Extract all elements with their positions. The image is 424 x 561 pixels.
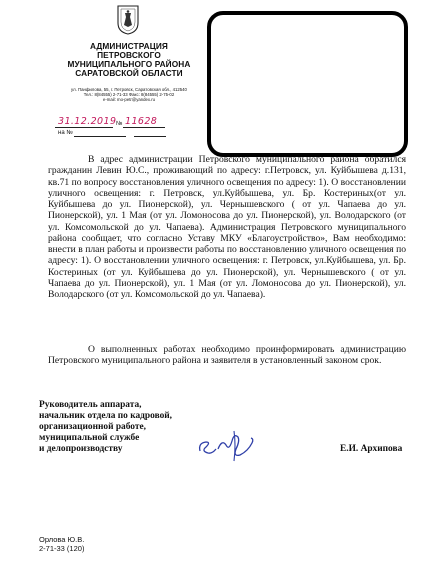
registration-date: 31.12.2019	[58, 116, 117, 127]
letter-paragraph-1: В адрес администрации Петровского муниципального района обратился гражданин Левин Ю.С., проживающий по адресу: г.Петровск, ул. Куйбышева д.131, кв.71 по вопросу восстановления уличного освещения по адресу: 1). О восстановлении уличного освещения: г. Петровск, ул.Куйбышева, ул. Бр. Костериных(от ул. Куйбышева до ул. Пионерской), ул. Чернышевского ( от ул. Чапаева до ул. Пионерской), ул. 1 Мая (от ул. Ломоносова до ул. Пионерской), ул. Володарского (от ул. Комсомольской до ул. Чапаева). Администрация Петровского муниципального района сообщает, что согласно Уставу МКУ «Благоустройство», Вам необходимо: внести в план работы и произвести работы по восстановлению уличного освещения по адресу: 1). О восстановлении уличного освещения: г. Петровск, ул.Куйбышева, ул. Бр. Костериных (от ул. Куйбышева до ул. Пионерской), ул. Чернышевского ( от ул. Чапаева до ул. Пионерской), ул. 1 Мая (от ул. Ломоносова до ул. Пионерской), ул. Володарского (от ул. Комсомольской до ул. Чапаева).	[48, 154, 406, 300]
executor-phone: 2-71-33 (120)	[39, 544, 85, 553]
date-underline	[55, 127, 113, 128]
org-name-line-4: САРАТОВСКОЙ ОБЛАСТИ	[75, 68, 183, 78]
coat-of-arms-icon	[117, 5, 139, 35]
executor-name: Орлова Ю.В.	[39, 535, 85, 544]
reference-underline-1	[74, 136, 126, 137]
position-line-1: Руководитель аппарата,	[39, 400, 142, 410]
position-line-3: организационной работе,	[39, 421, 146, 432]
letter-paragraph-2: О выполненных работах необходимо проинформировать администрацию Петровского муниципального района и заявителя в установленный законом срок.	[48, 344, 406, 367]
org-name-line-2: ПЕТРОВСКОГО	[97, 50, 161, 60]
registration-number: 11628	[125, 116, 158, 127]
org-address: ул. Панфилова, 55, г. Петровск, Саратовская обл., 412540	[71, 87, 187, 92]
org-email: e-mail: mo-petr@yandex.ru	[102, 97, 156, 102]
position-line-4: муниципальной службе	[39, 432, 140, 443]
signatory-position	[39, 400, 189, 455]
position-line-5: и делопроизводству	[39, 443, 123, 454]
handwritten-signature	[196, 425, 266, 465]
position-line-2: начальник отдела по кадровой,	[39, 410, 172, 421]
registration-number-label: №	[116, 121, 123, 127]
reference-label: на №	[58, 130, 73, 136]
redaction-box	[207, 11, 408, 157]
org-name-line-3: МУНИЦИПАЛЬНОГО РАЙОНА	[67, 59, 191, 69]
number-underline	[123, 127, 165, 128]
org-phones: Тел.: 8(84555) 2-71-33 Факс: 8(84555) 2-75-02	[83, 92, 175, 97]
executor-info	[39, 535, 84, 553]
reference-underline-2	[134, 136, 166, 137]
org-name-line-1: АДМИНИСТРАЦИЯ	[90, 41, 168, 51]
signatory-name: Е.И. Архипова	[340, 444, 403, 454]
